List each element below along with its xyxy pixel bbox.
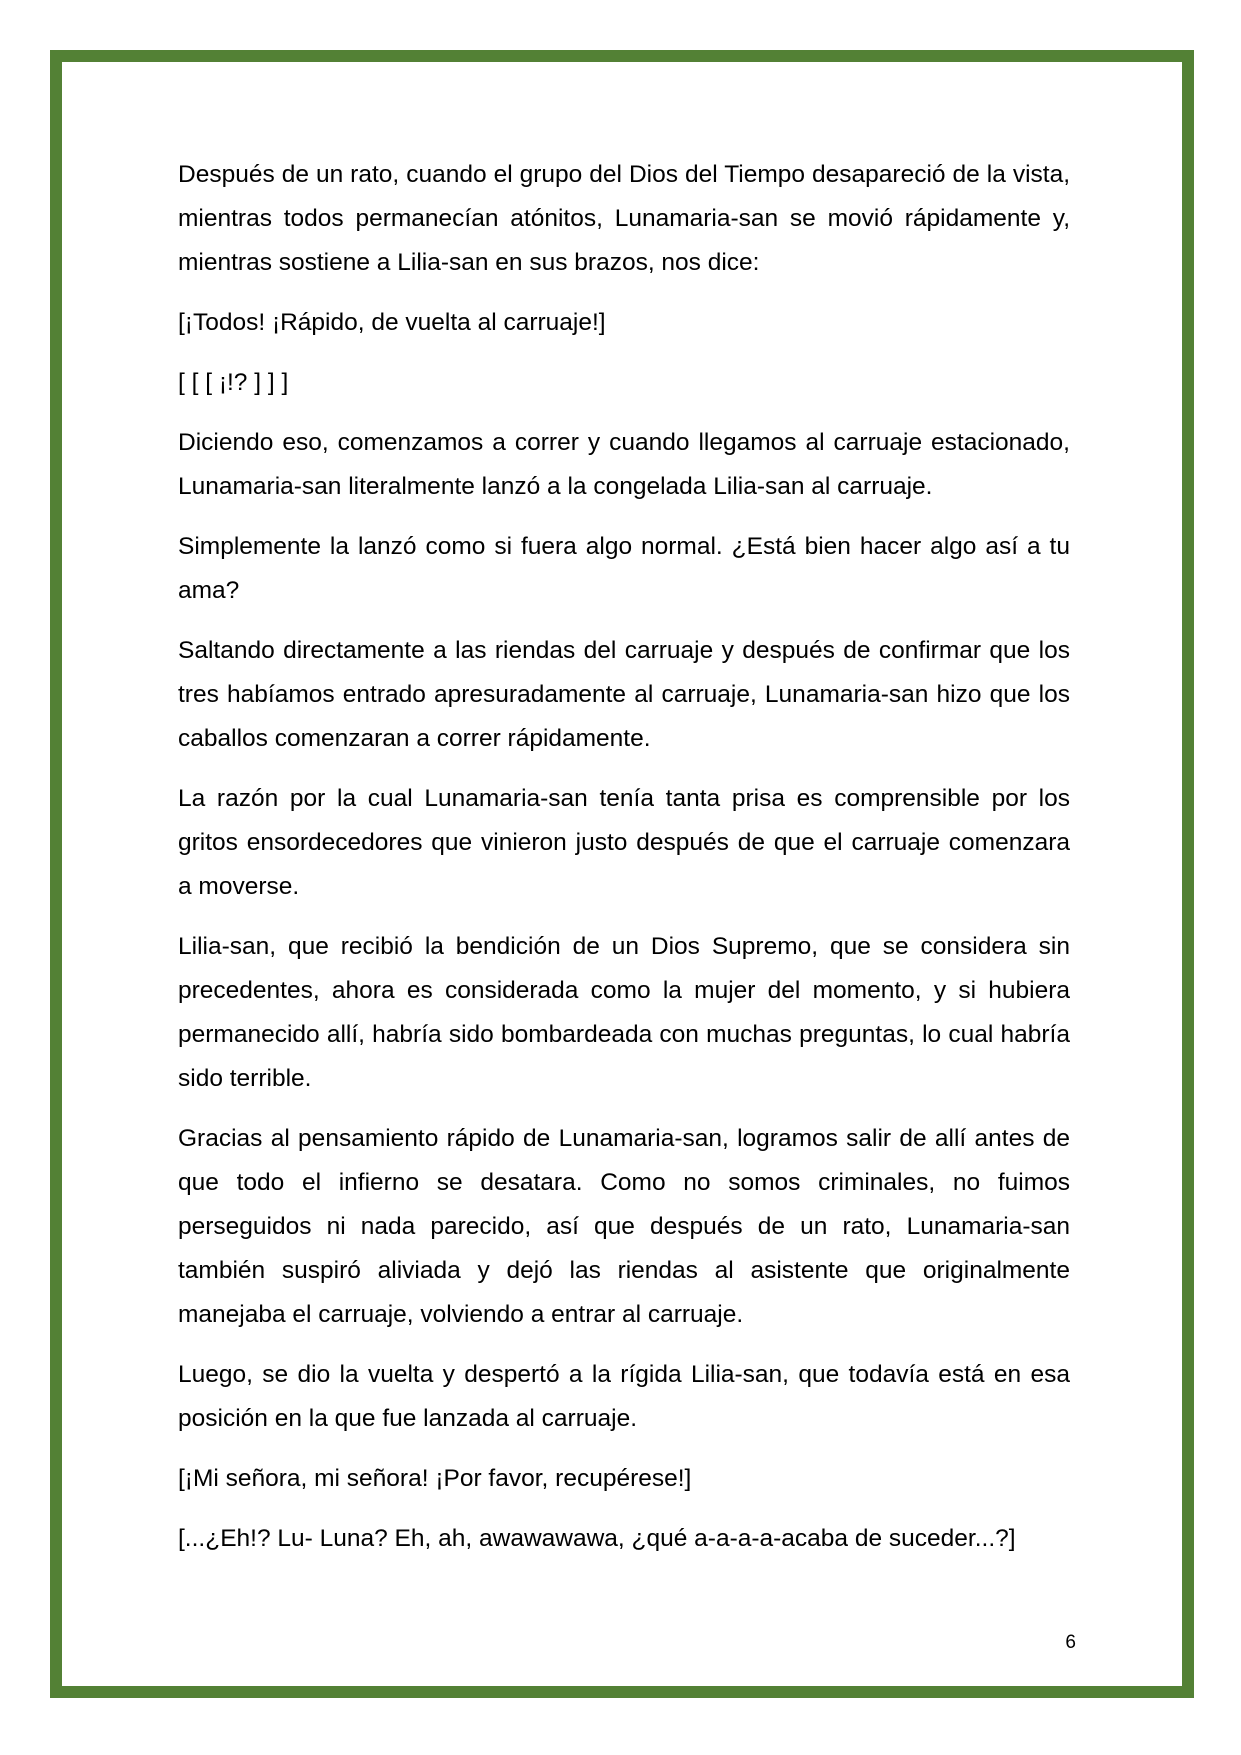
- paragraph-8: Lilia-san, que recibió la bendición de un Dios Supremo, que se considera sin precedentes, ahora es considerada como la mujer del momento, y si hubiera permanecido allí, habría sido bombardeada con muchas preguntas, lo cual habría sido terrible.: [178, 933, 1070, 1092]
- paragraph-9: Gracias al pensamiento rápido de Lunamaria-san, logramos salir de allí antes de que todo el infierno se desatara. Como no somos criminales, no fuimos perseguidos ni nada parecido, así que después de un rato, Lunamaria-san también suspiró aliviada y dejó las riendas al asistente que originalmente manejaba el carruaje, volviendo a entrar al carruaje.: [178, 1125, 1070, 1328]
- paragraph-3: [ [ [ ¡!? ] ] ]: [178, 369, 289, 396]
- paragraph-1: Después de un rato, cuando el grupo del Dios del Tiempo desapareció de la vista, mientras todos permanecían atónitos, Lunamaria-san se movió rápidamente y, mientras sostiene a Lilia-san en sus brazos, nos dice:: [178, 161, 1070, 276]
- paragraph-12: [...¿Eh!? Lu- Luna? Eh, ah, awawawawa, ¿qué a-a-a-a-acaba de suceder...?]: [178, 1525, 1016, 1552]
- paragraph-6: Saltando directamente a las riendas del carruaje y después de confirmar que los tres habíamos entrado apresuradamente al carruaje, Lunamaria-san hizo que los caballos comenzaran a correr rápidamente.: [178, 637, 1070, 752]
- paragraph-7: La razón por la cual Lunamaria-san tenía tanta prisa es comprensible por los gritos ensordecedores que vinieron justo después de que el carruaje comenzara a moverse.: [178, 785, 1070, 900]
- paragraph-5: Simplemente la lanzó como si fuera algo normal. ¿Está bien hacer algo así a tu ama?: [178, 533, 1070, 604]
- paragraph-2: [¡Todos! ¡Rápido, de vuelta al carruaje!]: [178, 309, 606, 336]
- page-body: [178, 153, 1070, 1577]
- paragraph-4: Diciendo eso, comenzamos a correr y cuando llegamos al carruaje estacionado, Lunamaria-san literalmente lanzó a la congelada Lilia-san al carruaje.: [178, 429, 1070, 500]
- paragraph-11: [¡Mi señora, mi señora! ¡Por favor, recupérese!]: [178, 1465, 692, 1492]
- page-number: 6: [1065, 1632, 1076, 1653]
- paragraph-10: Luego, se dio la vuelta y despertó a la rígida Lilia-san, que todavía está en esa posición en la que fue lanzada al carruaje.: [178, 1361, 1070, 1432]
